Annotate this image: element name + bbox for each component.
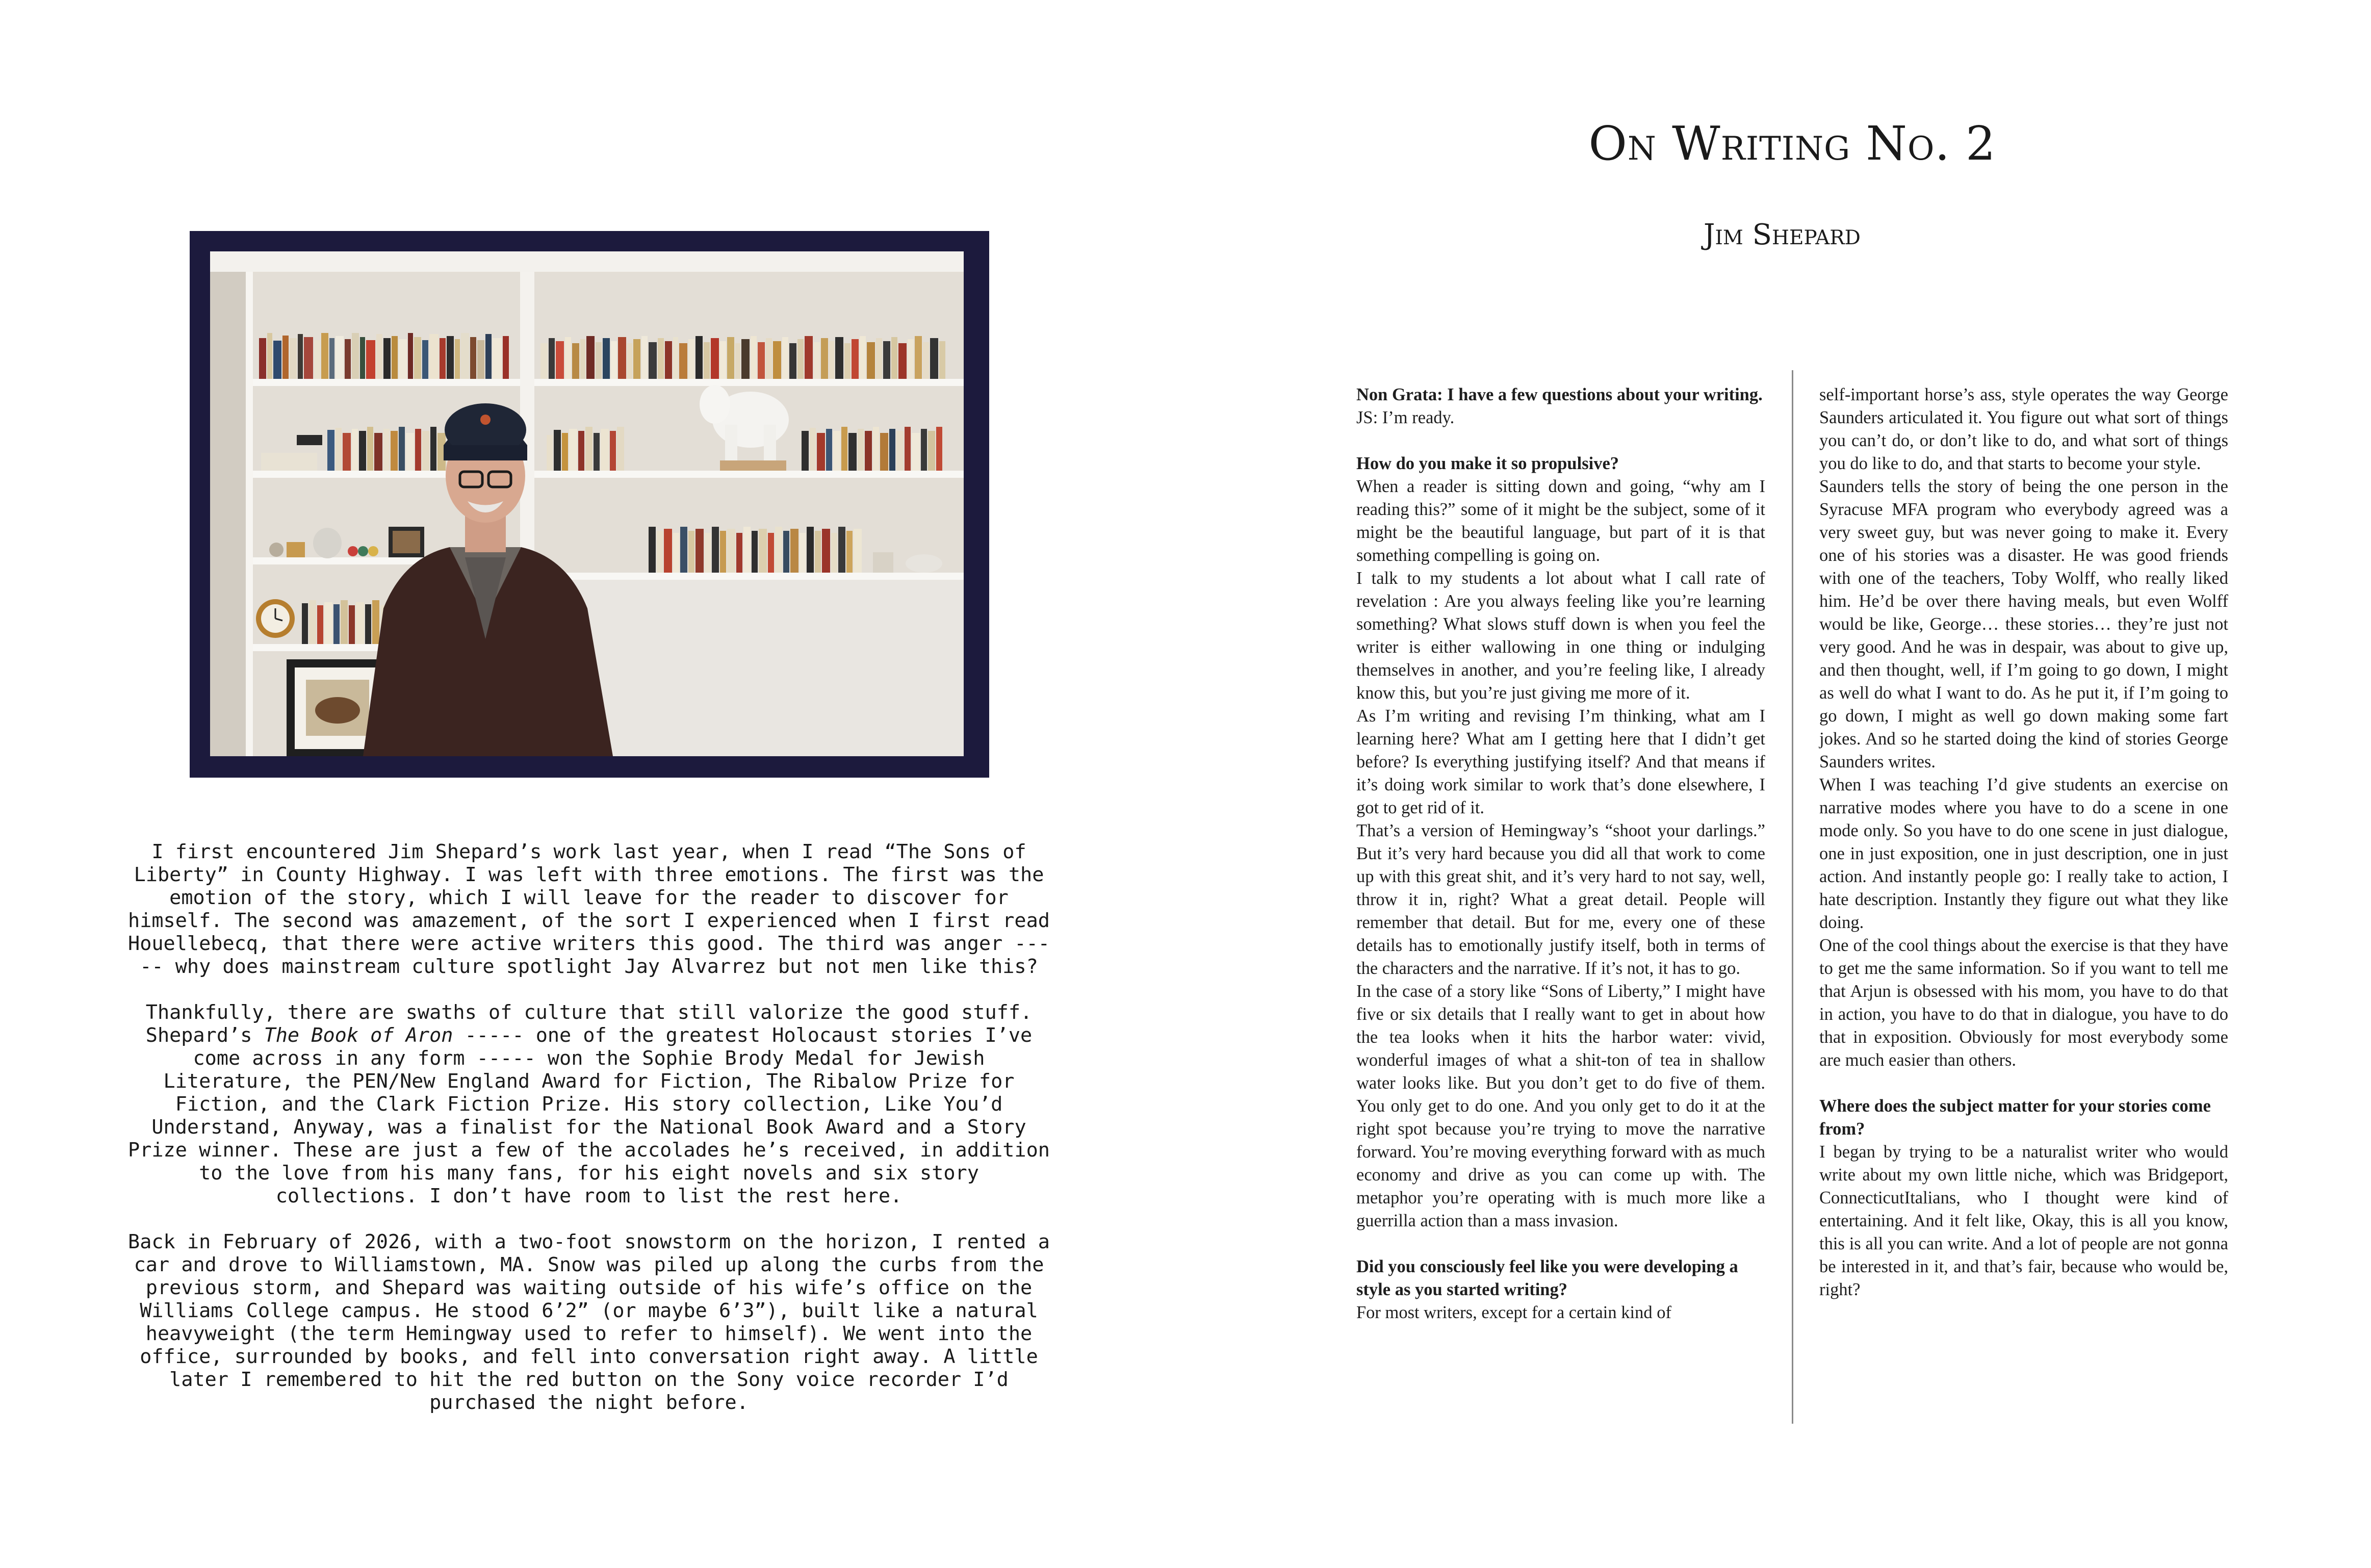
interview-question: Where does the subject matter for your stories come from? (1819, 1096, 2211, 1139)
book-title-italic: The Book of Aron (264, 1024, 453, 1047)
portrait-photo-frame (190, 231, 989, 778)
intro-paragraph-3-text: Back in February of 2026, with a two-foot snowstorm on the horizon, I rented a car and drove to Williamstown, MA. Snow was piled up along the curbs from the previous storm, and Shepard was waiting outside of his wife’s office on the Williams College campus. He stood 6’2” (or maybe 6’3”), built like a natural heavyweight (the term Hemingway used to refer to himself). We went into the office, surrounded by books, and fell into conversation right away. A little later I remembered to hit the red button on the Sony voice recorder I’d purchased the night before. (128, 1230, 1050, 1414)
interview-column-left (1356, 383, 1765, 1324)
interview-answer: I talk to my students a lot about what I call rate of revelation : Are you always feeling like you’re learning something? What slows stuff down is when you feel the writer is either wallowing in one thing or indulging themselves in another, and you’re feeling like, I already know this, but you’re just giving me more of it. (1356, 569, 1765, 703)
article-title: On Writing No. 2 (1588, 116, 1996, 171)
interview-question: Did you consciously feel like you were developing a style as you started writing? (1356, 1257, 1738, 1299)
intro-paragraph-1-text: I first encountered Jim Shepard’s work last year, when I read “The Sons of Liberty” in County Highway. I was left with three emotions. The first was the emotion of the story, which I will leave for the reader to discover for himself. The second was amazement, of the sort I experienced when I first read Houellebecq, that there were active writers this good. The third was anger ----- why does mainstream culture spotlight Jay Alvarrez but not men like this? (128, 840, 1050, 978)
portrait-illustration (210, 251, 964, 756)
portrait-photo (210, 251, 964, 756)
interview-answer: That’s a version of Hemingway’s “shoot your darlings.” But it’s very hard because you did all that work to come up with this great shit, and it’s very hard to not say, well, throw it in, right? What a great detail. People will remember that detail. But for me, every one of these details has to emotionally justify itself, both in terms of the characters and the narrative. If it’s not, it has to go. (1356, 821, 1765, 978)
interview-question: How do you make it so propulsive? (1356, 454, 1619, 473)
interview-answer: When a reader is sitting down and going, “why am I reading this?” some of it might be the subject, some of it might be the beautiful language, but part of it is that something compelling is going on. (1356, 477, 1765, 565)
intro-paragraph-1 (122, 840, 1055, 978)
paragraph-spacer (1356, 429, 1765, 452)
author-byline: Jim Shepard (1704, 218, 1861, 251)
intro-paragraph-2-text-a: Thankfully, there are swaths of culture that still valorize the good stuff. Shepard’s (145, 1001, 1033, 1047)
interview-column-right (1819, 383, 2228, 1301)
intro-paragraph-2 (122, 1001, 1055, 1207)
interview-answer: As I’m writing and revising I’m thinking, what am I learning here? What am I getting here that I didn’t get before? Is everything justifying itself? And that means if it’s doing work similar to work that’s done elsewhere, I got to get rid of it. (1356, 706, 1765, 817)
interview-answer: In the case of a story like “Sons of Liberty,” I might have five or six details that I really want to get in about how the tea looks when it hits the harbor water: vivid, wonderful images of what a shit-ton of tea in shallow water looks like. But you don’t get to do five of them. You only get to do one. And you only get to do it at the right spot because you’re trying to move the narrative forward. You’re moving everything forward with as much economy and drive as you can come up with. The metaphor you’re operating with is much more like a guerrilla action than a mass invasion. (1356, 982, 1765, 1230)
interview-answer: One of the cool things about the exercise is that they have to get me the same information. So if you want to tell me that Arjun is obsessed with his mom, you have to do that in action, you have to do that in dialogue, you have to do that in exposition. Obviously for most everybody some are much easier than others. (1819, 936, 2228, 1070)
interview-answer: I began by trying to be a naturalist writer who would write about my own little niche, which was Bridgeport, ConnecticutItalians, who I thought were kind of entertaining. And it felt like, Okay, this is all you know, this is all you can write. And a lot of people are not gonna be interested in it, and that’s fair, because who would be, right? (1819, 1142, 2228, 1299)
interview-answer: Saunders tells the story of being the one person in the Syracuse MFA program who everybody agreed was a very sweet guy, but was never going to make it. Every one of his stories was a disaster. He was good friends with one of the teachers, Toby Wolff, who really liked him. He’d be over there having meals, but even Wolff would be like, George… these stories… they’re just not very good. And he was in despair, was about to give up, and then thought, well, if I’m going to go down, I might as well do what I want to do. As he put it, if I’m going to go down, I might as well go down making some fart jokes. And so he started doing the kind of stories George Saunders writes. (1819, 477, 2228, 772)
interview-answer: When I was teaching I’d give students an exercise on narrative modes where you have to do a scene in one mode only. So you have to do one scene in just dialogue, one in just exposition, one in just description, one in just action. And instantly people go: I really take to action, I hate description. Instantly they figure out what they like doing. (1819, 775, 2228, 932)
intro-text (122, 840, 1055, 1414)
intro-paragraph-2-text-b: ----- one of the greatest Holocaust stories I’ve come across in any form ----- won the Sophie Brody Medal for Jewish Literature, the PEN/New England Award for Fiction, The Ribalow Prize for Fiction, and the Clark Fiction Prize. His story collection, Like You’d Understand, Anyway, was a finalist for the National Book Award and a Story Prize winner. These are just a few of the accolades he’s received, in addition to the love from his many fans, for his eight novels and six story collections. I don’t have room to list the rest here. (128, 1024, 1050, 1207)
paragraph-spacer (1819, 1072, 2228, 1095)
intro-paragraph-3 (122, 1230, 1055, 1414)
paragraph-spacer (1356, 1232, 1765, 1255)
interview-question: Non Grata: I have a few questions about your writing. (1356, 385, 1763, 404)
interview-answer: JS: I’m ready. (1356, 408, 1455, 427)
column-divider (1792, 370, 1793, 1424)
interview-answer: self-important horse’s ass, style operates the way George Saunders articulated it. You figure out what sort of things you can’t do, or don’t like to do, and what sort of things you do like to do, and that starts to become your style. (1819, 385, 2228, 473)
interview-answer: For most writers, except for a certain kind of (1356, 1303, 1671, 1322)
